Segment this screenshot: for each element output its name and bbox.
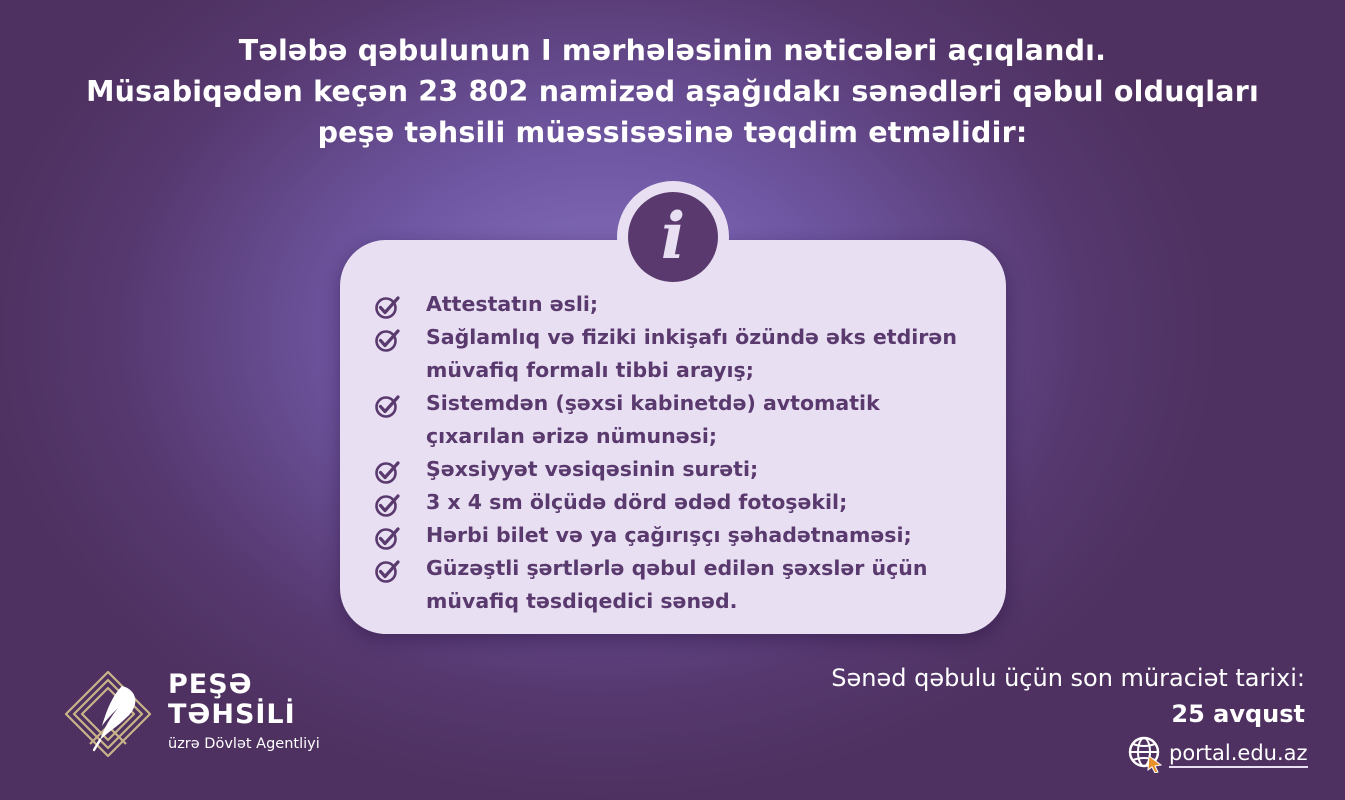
list-item [372, 552, 992, 618]
list-item-text: 3 x 4 sm ölçüdə dörd ədəd fotoşəkil; [426, 490, 848, 514]
check-circle-icon [374, 525, 400, 551]
list-item [372, 453, 992, 486]
headline [0, 30, 1345, 153]
check-circle-icon [374, 327, 400, 353]
list-item-text: Hərbi bilet və ya çağırışçı şəhadətnaməsi; [426, 523, 912, 547]
headline-line-1: Tələbə qəbulunun I mərhələsinin nəticələri açıqlandı. [238, 34, 1107, 67]
list-item [372, 519, 992, 552]
list-item-text: Güzəştli şərtlərlə qəbul edilən şəxslər üçün [426, 556, 928, 580]
list-item-text-cont: çıxarılan ərizə nümunəsi; [426, 424, 718, 448]
logo-subtitle: üzrə Dövlət Agentliyi [168, 736, 320, 752]
globe-icon [1127, 735, 1165, 773]
list-item [372, 288, 992, 321]
portal-link[interactable] [1127, 736, 1308, 772]
info-icon [628, 192, 718, 282]
agency-logo [60, 666, 360, 766]
headline-line-3: peşə təhsili müəssisəsinə təqdim etməlidir: [317, 116, 1028, 149]
deadline-date: 25 avqust [1171, 700, 1305, 728]
list-item-text-cont: müvafiq formalı tibbi arayış; [426, 358, 754, 382]
list-item [372, 321, 992, 387]
info-glyph: i [660, 199, 686, 274]
headline-line-2: Müsabiqədən keçən 23 802 namizəd aşağıdakı sənədləri qəbul olduqları [86, 75, 1259, 108]
check-circle-icon [374, 558, 400, 584]
portal-url[interactable]: portal.edu.az [1169, 740, 1308, 768]
logo-title [168, 670, 296, 730]
list-item [372, 387, 992, 453]
list-item-text: Şəxsiyyət vəsiqəsinin surəti; [426, 457, 759, 481]
logo-title-line-1: PEŞƏ [168, 669, 253, 700]
check-circle-icon [374, 459, 400, 485]
list-item-text-cont: müvafiq təsdiqedici sənəd. [426, 589, 738, 613]
documents-list [372, 288, 992, 618]
deadline-label: Sənəd qəbulu üçün son müraciət tarixi: [831, 664, 1305, 692]
check-circle-icon [374, 492, 400, 518]
book-feather-icon [60, 666, 162, 762]
list-item [372, 486, 992, 519]
list-item-text: Attestatın əsli; [426, 292, 599, 316]
logo-title-line-2: TƏHSİLİ [168, 699, 296, 730]
list-item-text: Sistemdən (şəxsi kabinetdə) avtomatik [426, 391, 880, 415]
check-circle-icon [374, 393, 400, 419]
list-item-text: Sağlamlıq və fiziki inkişafı özündə əks etdirən [426, 325, 957, 349]
check-circle-icon [374, 294, 400, 320]
